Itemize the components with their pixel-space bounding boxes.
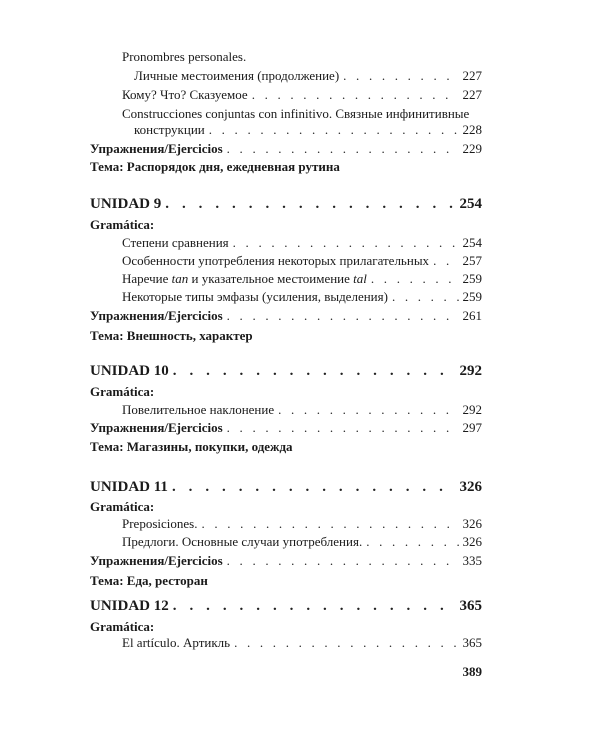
toc-entry-ejercicios-9[interactable] bbox=[90, 308, 482, 324]
unit-page-number: 365 bbox=[459, 598, 482, 614]
text-part: Наречие bbox=[122, 271, 172, 286]
toc-entry-konstrukcii[interactable] bbox=[134, 122, 482, 138]
toc-entry-pronombres: Pronombres personales. bbox=[122, 49, 247, 64]
unit-page-number: 254 bbox=[459, 196, 482, 212]
unit-12-heading[interactable] bbox=[90, 597, 482, 615]
toc-entry[interactable] bbox=[122, 253, 482, 269]
gramatica-label-11: Gramática: bbox=[90, 499, 155, 514]
unit-title: UNIDAD 11 bbox=[90, 479, 168, 495]
gramatica-label-12: Gramática: bbox=[90, 619, 155, 634]
leader-dots bbox=[227, 141, 459, 157]
text-italic: tan bbox=[171, 271, 189, 286]
unit-title: UNIDAD 12 bbox=[90, 598, 169, 614]
toc-page-number: 228 bbox=[462, 122, 482, 137]
leader-dots bbox=[209, 122, 459, 138]
toc-entry-text: Упражнения/Ejercicios bbox=[90, 308, 223, 323]
page-number: 389 bbox=[462, 664, 482, 679]
toc-page-number: 229 bbox=[462, 141, 482, 156]
leader-dots bbox=[173, 362, 456, 380]
unit-title: UNIDAD 9 bbox=[90, 196, 162, 212]
toc-page-number: 335 bbox=[462, 553, 482, 568]
leader-dots bbox=[165, 195, 455, 213]
leader-dots bbox=[227, 420, 459, 436]
toc-entry-text: Упражнения/Ejercicios bbox=[90, 420, 223, 435]
unit-9-heading[interactable] bbox=[90, 195, 482, 213]
tema-label-10: Тема: Магазины, покупки, одежда bbox=[90, 439, 293, 454]
toc-entry-ejercicios-10[interactable] bbox=[90, 420, 482, 436]
toc-page-number: 261 bbox=[462, 308, 482, 323]
toc-entry-construcciones: Construcciones conjuntas con infinitivo. Связные инфинитивные bbox=[122, 106, 470, 121]
toc-entry-text: Некоторые типы эмфазы (усиления, выделения) bbox=[122, 289, 388, 304]
leader-dots bbox=[227, 308, 459, 324]
toc-entry-text: Повелительное наклонение bbox=[122, 402, 275, 417]
toc-page-number: 326 bbox=[462, 534, 482, 549]
toc-entry-text: Упражнения/Ejercicios bbox=[90, 553, 223, 568]
unit-11-heading[interactable] bbox=[90, 478, 482, 496]
unit-page-number: 292 bbox=[459, 363, 482, 379]
toc-entry-ejercicios-8[interactable] bbox=[90, 141, 482, 157]
toc-entry-text: Степени сравнения bbox=[122, 235, 229, 250]
leader-dots bbox=[201, 516, 458, 532]
toc-entry[interactable] bbox=[122, 635, 482, 651]
leader-dots bbox=[173, 597, 456, 615]
gramatica-label-9: Gramática: bbox=[90, 217, 155, 232]
leader-dots bbox=[433, 253, 458, 269]
unit-10-heading[interactable] bbox=[90, 362, 482, 380]
toc-page-number: 257 bbox=[462, 253, 482, 268]
toc-page-number: 292 bbox=[462, 402, 482, 417]
text-part: и указательное местоимение bbox=[188, 271, 354, 286]
leader-dots bbox=[227, 553, 459, 569]
toc-entry-text: Личные местоимения (продолжение) bbox=[134, 68, 340, 83]
toc-entry-text bbox=[122, 271, 367, 287]
unit-page-number: 326 bbox=[459, 479, 482, 495]
toc-entry-text: El artículo. Артикль bbox=[122, 635, 231, 650]
toc-entry-text: Preposiciones. bbox=[122, 516, 198, 531]
tema-label-8: Тема: Распорядок дня, ежедневная рутина bbox=[90, 159, 340, 174]
toc-entry[interactable] bbox=[122, 516, 482, 532]
toc-page-number: 365 bbox=[462, 635, 482, 650]
toc-entry[interactable] bbox=[122, 271, 482, 287]
leader-dots bbox=[343, 68, 458, 84]
toc-page-number: 227 bbox=[462, 68, 482, 83]
toc-entry-text: Предлоги. Основные случаи употребления. bbox=[122, 534, 363, 549]
text-italic: tal bbox=[353, 271, 367, 286]
leader-dots bbox=[392, 289, 459, 305]
toc-page-number: 227 bbox=[462, 87, 482, 102]
toc-entry-komu[interactable] bbox=[122, 87, 482, 103]
toc-entry-ejercicios-11[interactable] bbox=[90, 553, 482, 569]
toc-entry-lichnye[interactable] bbox=[134, 68, 482, 84]
toc-entry[interactable] bbox=[122, 235, 482, 251]
toc-page-number: 326 bbox=[462, 516, 482, 531]
leader-dots bbox=[172, 478, 456, 496]
leader-dots bbox=[366, 534, 458, 550]
toc-entry[interactable] bbox=[122, 534, 482, 550]
leader-dots bbox=[234, 635, 458, 651]
leader-dots bbox=[278, 402, 458, 418]
tema-label-9: Тема: Внешность, характер bbox=[90, 328, 253, 343]
toc-entry-text: Упражнения/Ejercicios bbox=[90, 141, 223, 156]
leader-dots bbox=[371, 271, 459, 287]
tema-label-11: Тема: Еда, ресторан bbox=[90, 573, 208, 588]
leader-dots bbox=[233, 235, 459, 251]
gramatica-label-10: Gramática: bbox=[90, 384, 155, 399]
toc-page-number: 297 bbox=[462, 420, 482, 435]
unit-title: UNIDAD 10 bbox=[90, 363, 169, 379]
leader-dots bbox=[252, 87, 459, 103]
toc-entry-text: Особенности употребления некоторых прилагательных bbox=[122, 253, 430, 268]
toc-entry-text: конструкции bbox=[134, 122, 205, 137]
toc-page-number: 254 bbox=[462, 235, 482, 250]
toc-page-number: 259 bbox=[462, 289, 482, 304]
toc-page-number: 259 bbox=[462, 271, 482, 286]
toc-entry[interactable] bbox=[122, 289, 482, 305]
toc-entry-text: Кому? Что? Сказуемое bbox=[122, 87, 248, 102]
toc-entry[interactable] bbox=[122, 402, 482, 418]
